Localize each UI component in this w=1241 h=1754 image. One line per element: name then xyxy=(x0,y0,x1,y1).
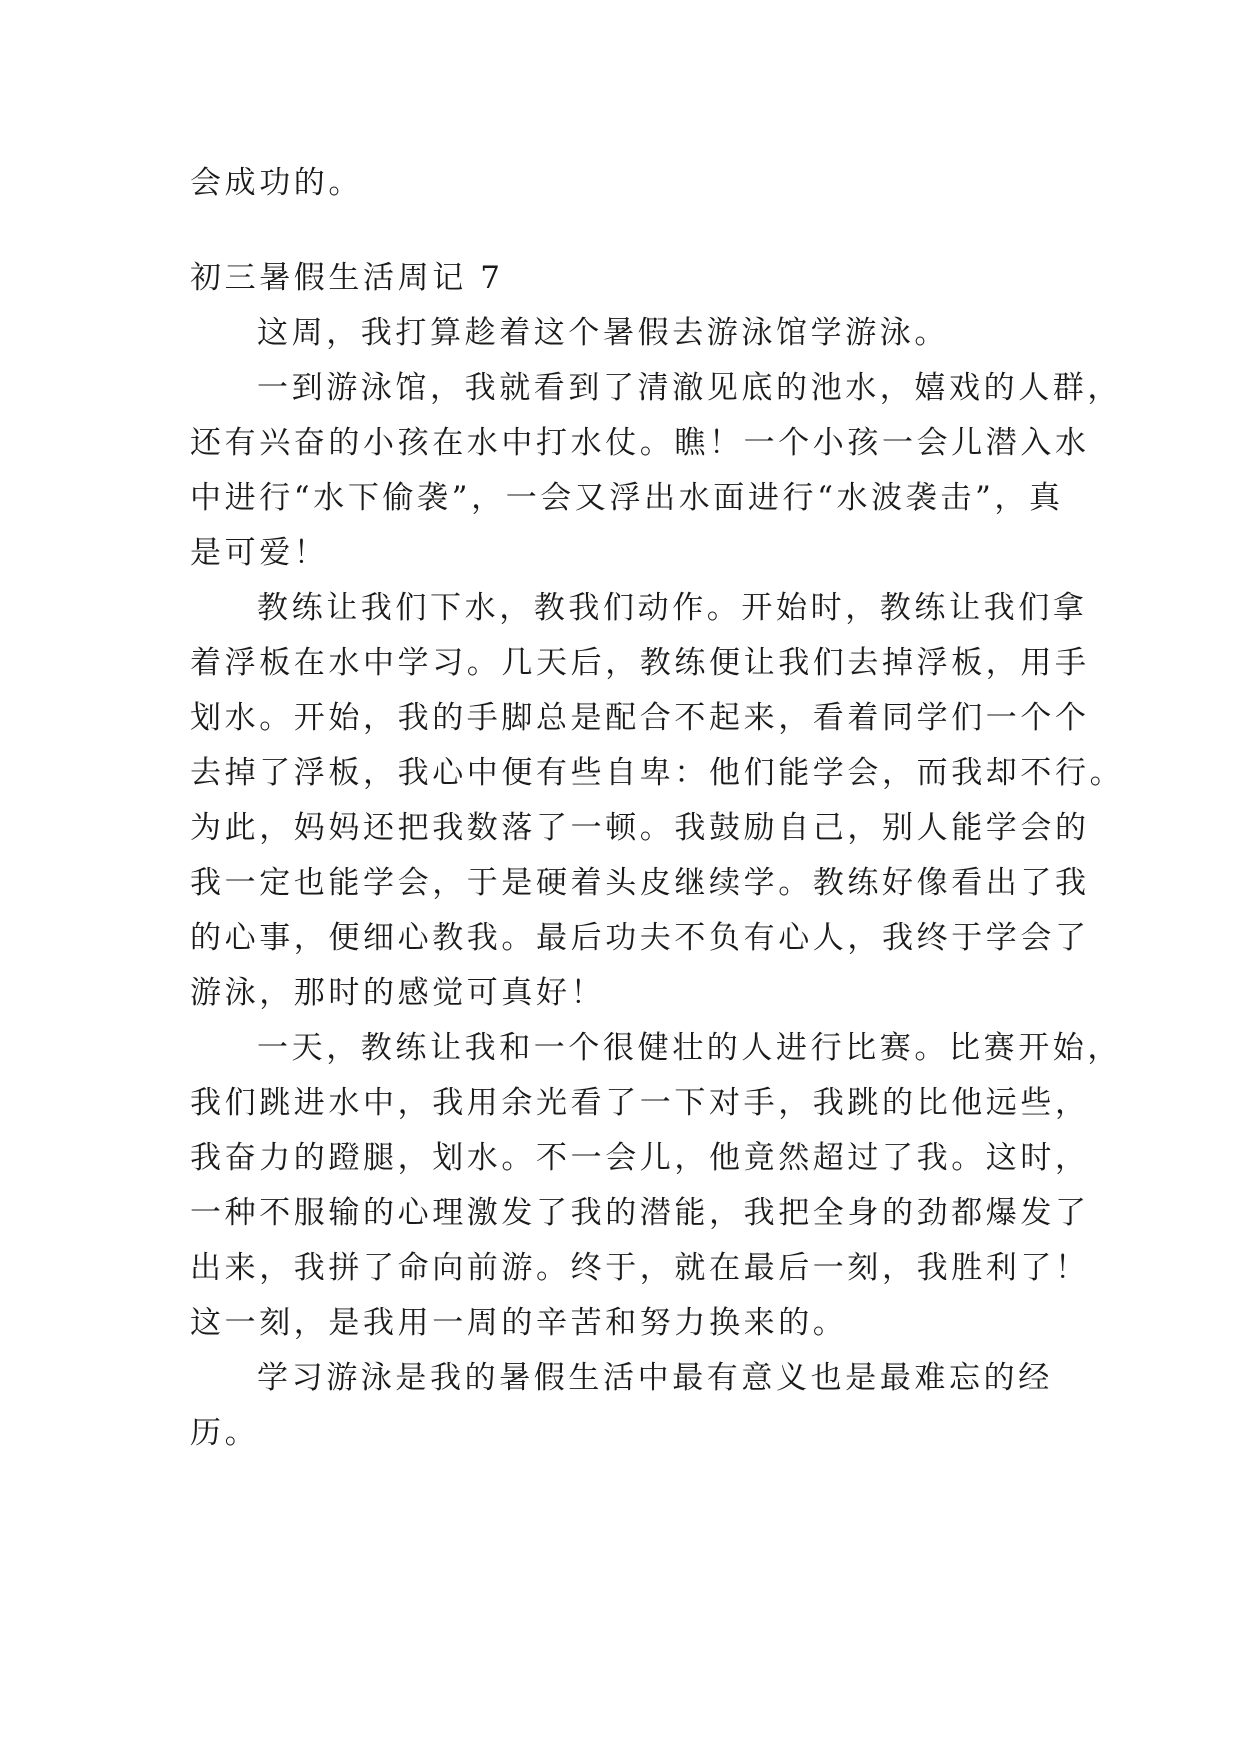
paragraph-3-line-3: 划水。开始，我的手脚总是配合不起来，看着同学们一个个 xyxy=(190,700,1090,736)
paragraph-2-line-1: 一到游泳馆，我就看到了清澈见底的池水，嬉戏的人群， xyxy=(257,370,1122,406)
paragraph-5-line-1: 学习游泳是我的暑假生活中最有意义也是最难忘的经 xyxy=(257,1360,1053,1396)
paragraph-4-line-5: 出来，我拼了命向前游。终于，就在最后一刻，我胜利了！ xyxy=(190,1250,1090,1286)
paragraph-3-line-2: 着浮板在水中学习。几天后，教练便让我们去掉浮板，用手 xyxy=(190,645,1090,681)
paragraph-4-line-6: 这一刻，是我用一周的辛苦和努力换来的。 xyxy=(190,1305,848,1341)
paragraph-3-line-4: 去掉了浮板，我心中便有些自卑：他们能学会，而我却不行。 xyxy=(190,755,1125,791)
paragraph-3-line-6: 我一定也能学会，于是硬着头皮继续学。教练好像看出了我 xyxy=(190,865,1090,901)
paragraph-3-line-1: 教练让我们下水，教我们动作。开始时，教练让我们拿 xyxy=(257,590,1088,626)
section-title: 初三暑假生活周记 7 xyxy=(190,260,504,296)
paragraph-3-line-5: 为此，妈妈还把我数落了一顿。我鼓励自己，别人能学会的 xyxy=(190,810,1090,846)
paragraph-5-line-2: 历。 xyxy=(190,1415,260,1451)
continuation-line: 会成功的。 xyxy=(190,165,363,201)
paragraph-4-line-4: 一种不服输的心理激发了我的潜能，我把全身的劲都爆发了 xyxy=(190,1195,1090,1231)
paragraph-2-line-2: 还有兴奋的小孩在水中打水仗。瞧！一个小孩一会儿潜入水 xyxy=(190,425,1090,461)
paragraph-3-line-8: 游泳，那时的感觉可真好！ xyxy=(190,975,606,1011)
paragraph-2-line-4: 是可爱！ xyxy=(190,535,329,571)
paragraph-1-line-1: 这周，我打算趁着这个暑假去游泳馆学游泳。 xyxy=(257,315,949,351)
paragraph-2-line-3: 中进行“水下偷袭”，一会又浮出水面进行“水波袭击”，真 xyxy=(190,480,1064,516)
paragraph-4-line-3: 我奋力的蹬腿，划水。不一会儿，他竟然超过了我。这时， xyxy=(190,1140,1090,1176)
paragraph-3-line-7: 的心事，便细心教我。最后功夫不负有心人，我终于学会了 xyxy=(190,920,1090,956)
paragraph-4-line-2: 我们跳进水中，我用余光看了一下对手，我跳的比他远些， xyxy=(190,1085,1090,1121)
paragraph-4-line-1: 一天，教练让我和一个很健壮的人进行比赛。比赛开始， xyxy=(257,1030,1122,1066)
